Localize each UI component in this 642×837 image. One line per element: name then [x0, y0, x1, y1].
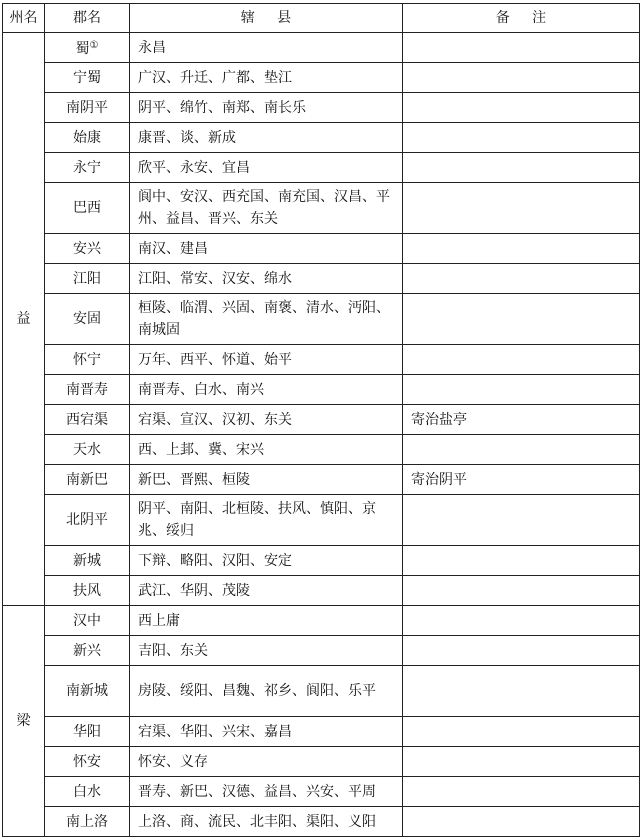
jun-cell: [45, 123, 130, 153]
xian-cell: 怀安、义存: [130, 747, 403, 777]
bei-cell: [403, 717, 640, 747]
table-row: [3, 234, 640, 264]
header-bei: 备注: [403, 4, 640, 33]
table-row: [3, 636, 640, 666]
table-row: [3, 264, 640, 294]
jun-cell: [45, 153, 130, 183]
jun-cell: [45, 807, 130, 837]
jun-cell: [45, 294, 130, 345]
bei-cell: 寄治阴平: [403, 465, 640, 495]
bei-cell: [403, 345, 640, 375]
zhou-cell: 梁: [3, 606, 45, 837]
header-zhou: 州名: [3, 4, 45, 33]
xian-cell: 康晋、谈、新成: [130, 123, 403, 153]
jun-name: 新兴: [73, 642, 101, 659]
bei-cell: [403, 576, 640, 606]
xian-cell: 晋寿、新巴、汉德、益昌、兴安、平周: [130, 777, 403, 807]
table-row: [3, 345, 640, 375]
jun-name: 安固: [73, 311, 101, 327]
bei-cell: [403, 375, 640, 405]
bei-cell: [403, 636, 640, 666]
xian-cell: 武江、华阴、茂陵: [130, 576, 403, 606]
xian-cell: 江阳、常安、汉安、绵水: [130, 264, 403, 294]
jun-cell: [45, 435, 130, 465]
bei-cell: [403, 807, 640, 837]
bei-cell: [403, 33, 640, 63]
table-row: [3, 807, 640, 837]
jun-name: 白水: [73, 783, 101, 800]
jun-cell: [45, 717, 130, 747]
bei-cell: 寄治盐亭: [403, 405, 640, 435]
jun-cell: [45, 183, 130, 234]
xian-cell: 欣平、永安、宜昌: [130, 153, 403, 183]
jun-name: 新城: [73, 552, 101, 569]
jun-name: 怀安: [73, 753, 101, 770]
jun-cell: [45, 576, 130, 606]
jun-cell: [45, 636, 130, 666]
xian-cell: 宕渠、华阳、兴宋、嘉昌: [130, 717, 403, 747]
table-row: [3, 576, 640, 606]
table-row: [3, 294, 640, 345]
header-xian: 辖县: [130, 4, 403, 33]
table-row: [3, 606, 640, 636]
jun-cell: [45, 666, 130, 717]
jun-name: 华阳: [73, 723, 101, 740]
county-table: [2, 3, 640, 837]
jun-cell: [45, 405, 130, 435]
table-row: [3, 63, 640, 93]
table-row: [3, 495, 640, 546]
jun-name: 南新城: [66, 683, 108, 699]
jun-name: 安兴: [73, 240, 101, 257]
xian-cell: 西上庸: [130, 606, 403, 636]
table-row: [3, 123, 640, 153]
xian-cell: 宕渠、宣汉、汉初、东关: [130, 405, 403, 435]
jun-cell: [45, 264, 130, 294]
bei-cell: [403, 153, 640, 183]
jun-name: 宁蜀: [73, 69, 101, 86]
bei-cell: [403, 495, 640, 546]
jun-name: 南阴平: [66, 99, 108, 116]
jun-name: 北阴平: [66, 512, 108, 528]
xian-cell: 新巴、晋熙、桓陵: [130, 465, 403, 495]
xian-cell: 桓陵、临渭、兴固、南褒、清水、沔阳、南城固: [130, 294, 403, 345]
zhou-cell: 益: [3, 33, 45, 606]
xian-cell: 阴平、南阳、北桓陵、扶风、慎阳、京兆、绥归: [130, 495, 403, 546]
table-row: [3, 546, 640, 576]
jun-cell: [45, 234, 130, 264]
xian-cell: 南汉、建昌: [130, 234, 403, 264]
xian-cell: 西、上邽、冀、宋兴: [130, 435, 403, 465]
jun-name: 汉中: [73, 612, 101, 629]
jun-name: 南上洛: [66, 813, 108, 830]
header-row: [3, 4, 640, 33]
table-row: [3, 747, 640, 777]
bei-cell: [403, 666, 640, 717]
xian-cell: 上洛、商、流民、北丰阳、渠阳、义阳: [130, 807, 403, 837]
bei-cell: [403, 123, 640, 153]
xian-cell: 南晋寿、白水、南兴: [130, 375, 403, 405]
header-jun: 郡名: [45, 4, 130, 33]
table-row: [3, 33, 640, 63]
footnote-mark: ①: [89, 40, 99, 51]
xian-cell: 阴平、绵竹、南郑、南长乐: [130, 93, 403, 123]
jun-name: 天水: [73, 441, 101, 458]
jun-cell: [45, 375, 130, 405]
jun-name: 始康: [73, 129, 101, 146]
bei-cell: [403, 747, 640, 777]
xian-cell: 阆中、安汉、西充国、南充国、汉昌、平州、益昌、晋兴、东关: [130, 183, 403, 234]
jun-cell: [45, 495, 130, 546]
jun-cell: [45, 777, 130, 807]
xian-cell: 永昌: [130, 33, 403, 63]
xian-cell: 广汉、升迁、广都、垫江: [130, 63, 403, 93]
table-row: [3, 666, 640, 717]
table-row: [3, 717, 640, 747]
xian-cell: 万年、西平、怀道、始平: [130, 345, 403, 375]
bei-cell: [403, 546, 640, 576]
table-row: [3, 375, 640, 405]
jun-cell: [45, 33, 130, 63]
jun-name: 南新巴: [66, 471, 108, 488]
jun-name: 永宁: [73, 159, 101, 176]
table-row: [3, 777, 640, 807]
xian-cell: 房陵、绥阳、昌魏、祁乡、阆阳、乐平: [130, 666, 403, 717]
jun-cell: [45, 606, 130, 636]
bei-cell: [403, 294, 640, 345]
table-row: [3, 465, 640, 495]
jun-cell: [45, 345, 130, 375]
bei-cell: [403, 435, 640, 465]
jun-name: 西宕渠: [66, 411, 108, 428]
jun-name: 巴西: [73, 200, 101, 216]
jun-name: 蜀: [75, 41, 90, 57]
jun-name: 扶风: [73, 582, 101, 599]
jun-cell: [45, 465, 130, 495]
bei-cell: [403, 93, 640, 123]
table-row: [3, 183, 640, 234]
bei-cell: [403, 63, 640, 93]
jun-cell: [45, 747, 130, 777]
jun-name: 南晋寿: [66, 381, 108, 398]
jun-cell: [45, 93, 130, 123]
jun-name: 江阳: [73, 270, 101, 287]
table-row: [3, 435, 640, 465]
xian-cell: 下辩、略阳、汉阳、安定: [130, 546, 403, 576]
jun-name: 怀宁: [73, 351, 101, 368]
bei-cell: [403, 183, 640, 234]
bei-cell: [403, 234, 640, 264]
xian-cell: 吉阳、东关: [130, 636, 403, 666]
table-row: [3, 405, 640, 435]
table-row: [3, 153, 640, 183]
bei-cell: [403, 777, 640, 807]
jun-cell: [45, 63, 130, 93]
table-row: [3, 93, 640, 123]
bei-cell: [403, 264, 640, 294]
jun-cell: [45, 546, 130, 576]
bei-cell: [403, 606, 640, 636]
